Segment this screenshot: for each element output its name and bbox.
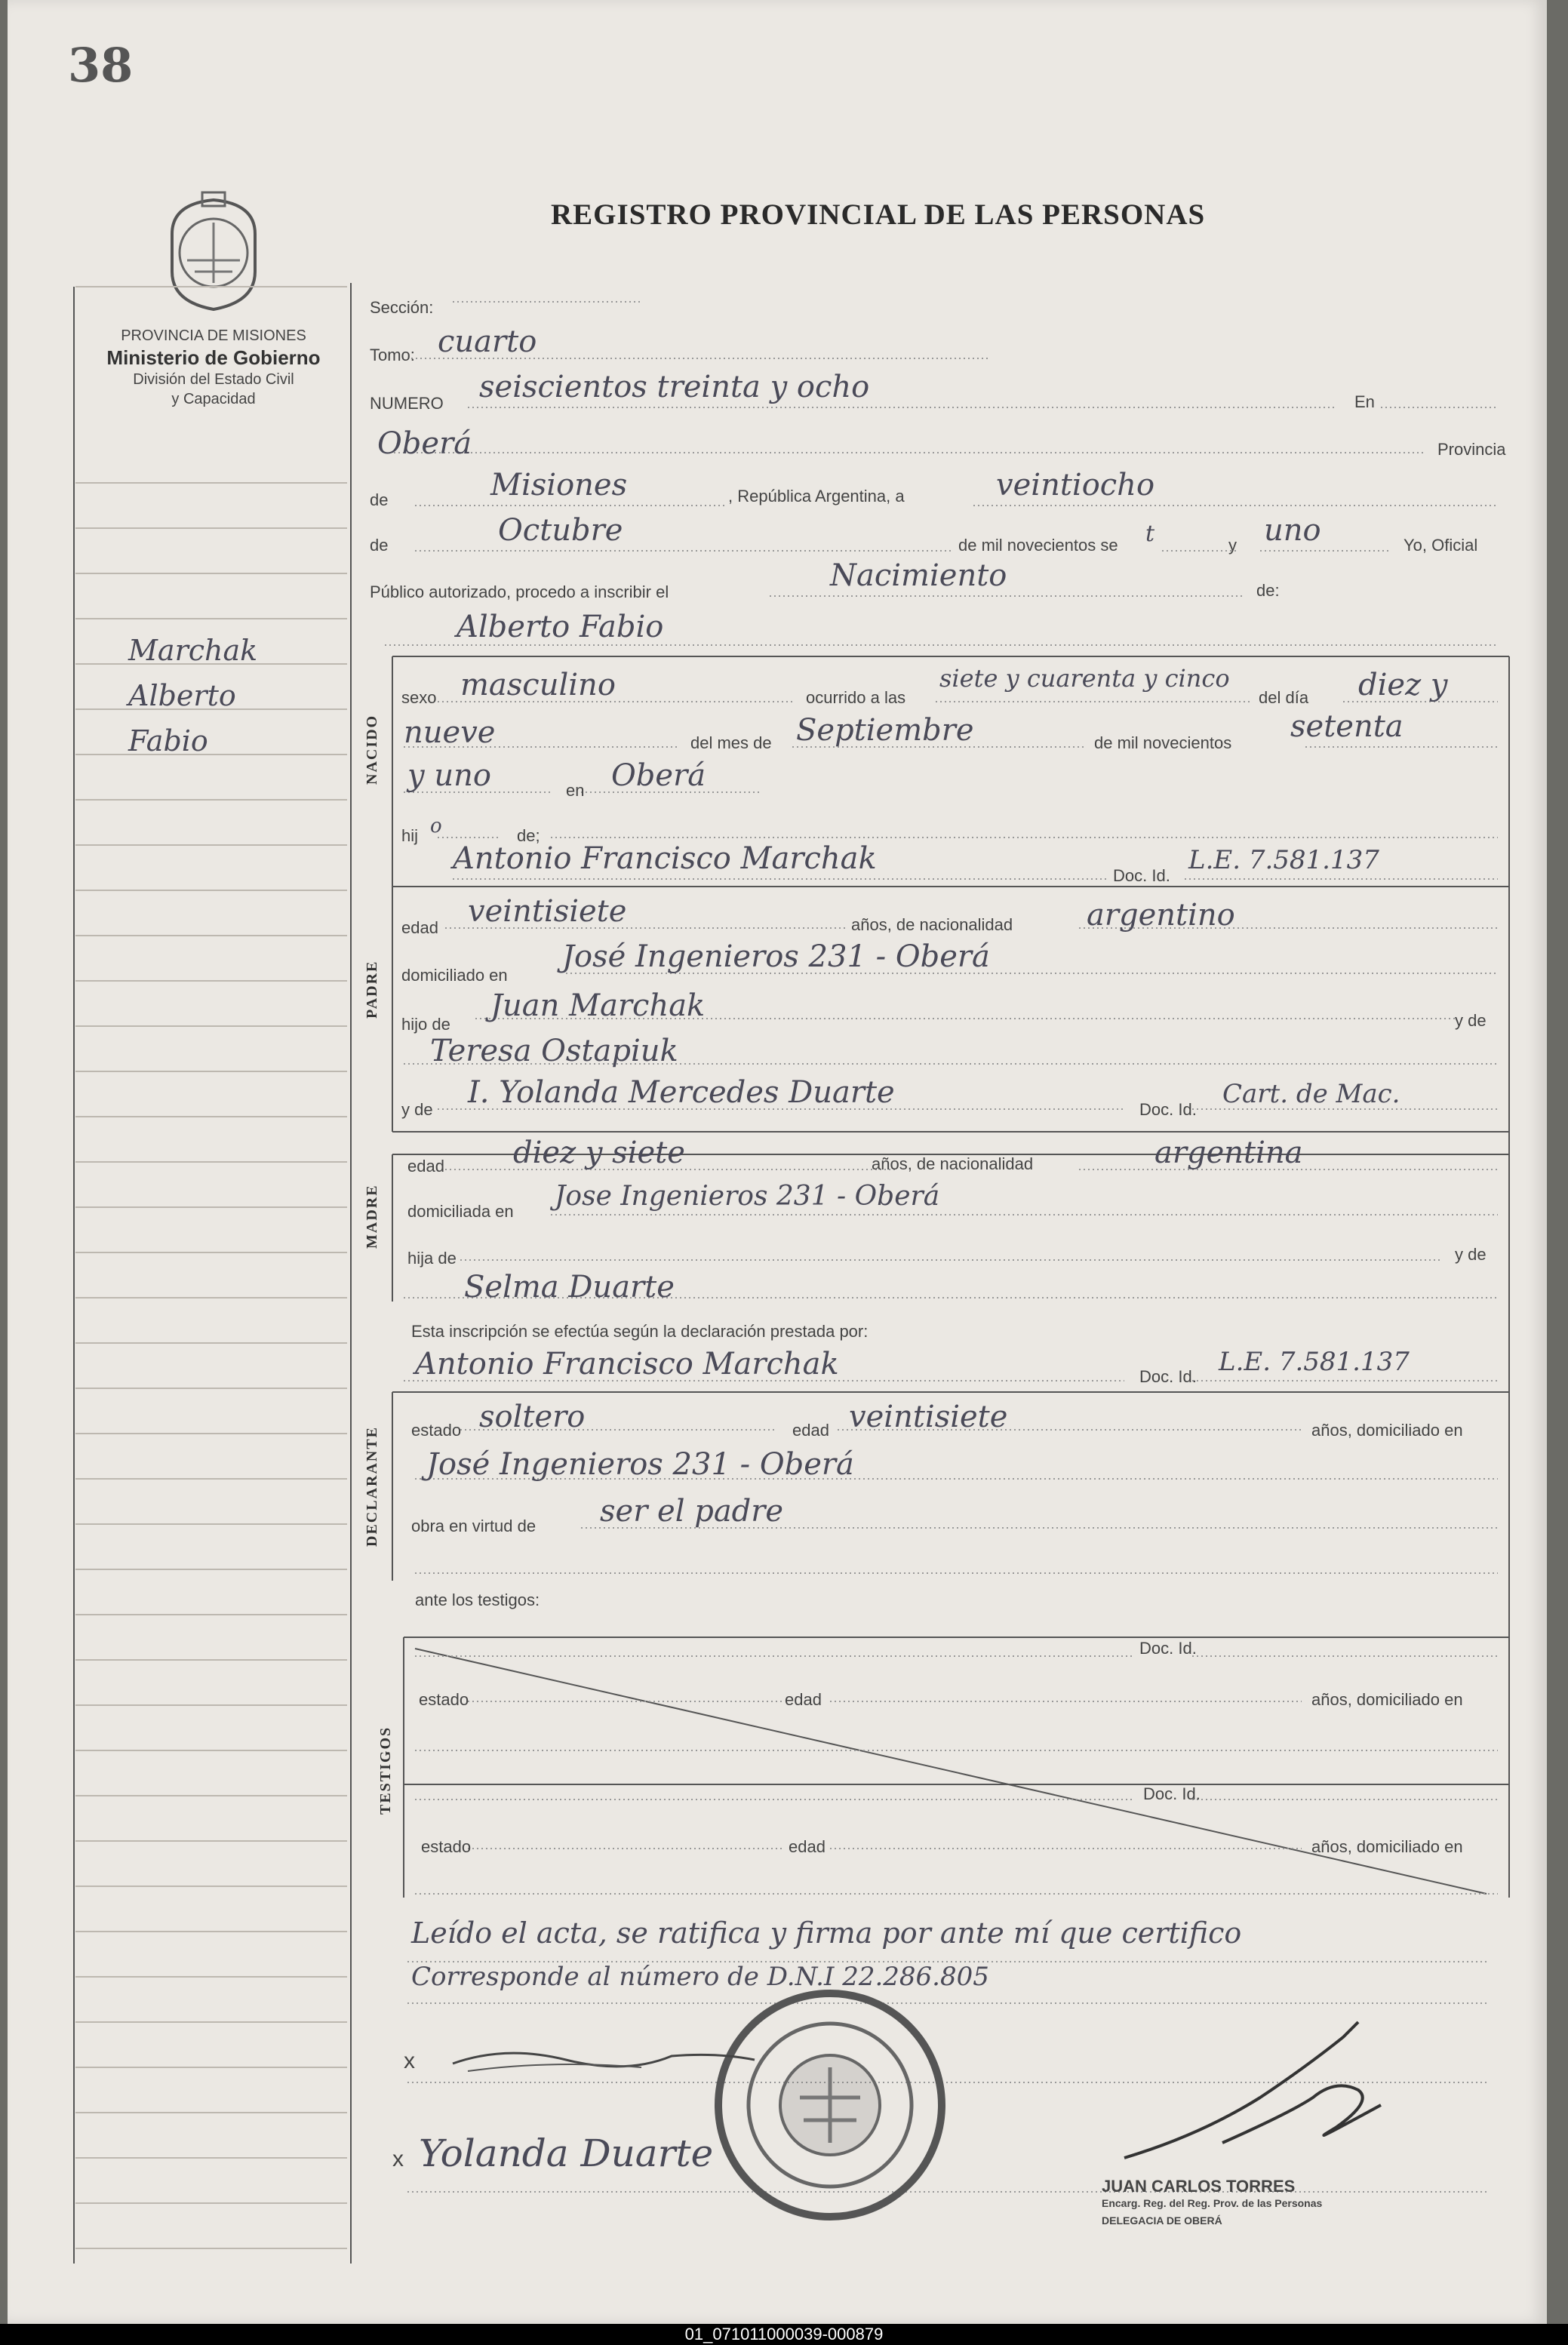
hija-de-label: hija de: [407, 1249, 457, 1268]
margin-note-name1: Alberto: [128, 679, 236, 712]
obra-label: obra en virtud de: [411, 1517, 537, 1535]
decl-estado-value: soltero: [479, 1400, 586, 1434]
seccion-label: Sección:: [370, 298, 434, 317]
official-signature-icon: [1109, 2007, 1426, 2181]
fecha-dia-value: veintiocho: [996, 468, 1155, 502]
anos-nac-label-madre: años, de nacionalidad: [872, 1154, 1034, 1173]
edad-label-t1: edad: [785, 1690, 822, 1709]
official-stamp-icon: [709, 1984, 951, 2226]
ocurrido-label: ocurrido a las: [806, 688, 906, 707]
yo-oficial-label: Yo, Oficial: [1404, 536, 1478, 555]
domiciliada-label: domiciliada en: [407, 1202, 514, 1221]
signature-2: Yolanda Duarte: [419, 2131, 714, 2175]
republica-label: , República Argentina, a: [728, 487, 905, 506]
decl-dom-value: José Ingenieros 231 - Oberá: [426, 1447, 854, 1482]
madre-nombre-value: I. Yolanda Mercedes Duarte: [468, 1075, 895, 1110]
edad-label-padre: edad: [401, 918, 438, 937]
doc-id-label-t1: Doc. Id.: [1139, 1639, 1197, 1658]
document-title: REGISTRO PROVINCIAL DE LAS PERSONAS: [551, 198, 1206, 231]
hora-value: siete y cuarenta y cinco: [939, 664, 1230, 693]
edad-label-decl: edad: [792, 1421, 829, 1440]
anos-dom-label-decl: años, domiciliado en: [1311, 1421, 1463, 1440]
tomo-label: Tomo:: [370, 346, 415, 364]
anio2-value: y uno: [407, 758, 491, 793]
tomo-value: cuarto: [438, 324, 537, 359]
doc-id-label-2: Doc. Id.: [1139, 1100, 1197, 1119]
padre-dom-value: José Ingenieros 231 - Oberá: [562, 939, 990, 974]
y-de2-label: y de: [401, 1100, 433, 1119]
estado-label-t1: estado: [419, 1690, 469, 1709]
y-label: y: [1228, 536, 1237, 555]
madre-madre-value: Selma Duarte: [464, 1270, 675, 1305]
doc-id-label-3: Doc. Id.: [1139, 1367, 1197, 1386]
padre-edad-value: veintisiete: [468, 894, 627, 929]
sexo-label: sexo: [401, 688, 437, 707]
doc-id-label-t2: Doc. Id.: [1143, 1784, 1201, 1803]
signature-mark-2: x: [392, 2147, 404, 2171]
mes-value: Septiembre: [796, 713, 974, 748]
official-name: JUAN CARLOS TORRES: [1102, 2177, 1296, 2196]
padre-nombre-value: Antonio Francisco Marchak: [453, 841, 877, 876]
anio-t-value: t: [1145, 521, 1155, 547]
en-label: En: [1354, 392, 1375, 411]
hij-suffix-value: o: [430, 815, 442, 838]
numero-value: seiscientos treinta y ocho: [479, 370, 870, 404]
esta-inscripcion-label: Esta inscripción se efectúa según la declaración prestada por:: [411, 1322, 869, 1341]
decl-nombre-value: Antonio Francisco Marchak: [415, 1347, 839, 1381]
lugar-value: Oberá: [611, 758, 706, 793]
publico-label: Público autorizado, procedo a inscribir el: [370, 582, 669, 601]
image-id-footer: 01_071011000039-000879: [0, 2324, 1568, 2345]
anio-value: setenta: [1290, 709, 1404, 744]
numero-label: NUMERO: [370, 394, 444, 413]
official-office: DELEGACIA DE OBERÁ: [1102, 2214, 1222, 2227]
de-label: de: [370, 490, 389, 509]
madre-section-label: MADRE: [364, 1184, 380, 1249]
doc-id-label-1: Doc. Id.: [1113, 866, 1170, 885]
de-label-2: de: [370, 536, 389, 555]
margin-note-name2: Fabio: [128, 724, 208, 758]
closing-line-2: Corresponde al número de D.N.I 22.286.805: [411, 1962, 989, 1992]
del-mes-label: del mes de: [690, 733, 772, 752]
de-mil2-label: de mil novecientos: [1094, 733, 1232, 752]
edad-label-madre: edad: [407, 1157, 444, 1176]
y-de-label-madre: y de: [1455, 1245, 1487, 1264]
fecha-mes-value: Octubre: [498, 513, 623, 548]
padre-nac-value: argentino: [1087, 898, 1235, 933]
padre-section-label: PADRE: [364, 960, 380, 1019]
nombre-value: Alberto Fabio: [457, 610, 664, 644]
dia2-value: nueve: [404, 715, 496, 750]
ministry-name: Ministerio de Gobierno: [106, 346, 321, 369]
anos-dom-label-t2: años, domiciliado en: [1311, 1837, 1463, 1856]
nacido-section-label: NACIDO: [364, 714, 380, 785]
testigos-section-label: TESTIGOS: [377, 1726, 394, 1815]
division-name: División del Estado Civil: [133, 371, 294, 388]
division-name-2: y Capacidad: [171, 391, 256, 407]
en-value: Oberá: [377, 426, 472, 461]
closing-line-1: Leído el acta, se ratifica y firma por ante mí que certifico: [411, 1916, 1242, 1950]
domiciliado-label-padre: domiciliado en: [401, 966, 508, 985]
anos-nac-label-padre: años, de nacionalidad: [851, 915, 1013, 934]
signature-1-icon: [445, 2037, 762, 2082]
padre-padre-value: Juan Marchak: [490, 988, 706, 1023]
anio-uno-value: uno: [1264, 513, 1321, 548]
del-dia-label: del día: [1259, 688, 1309, 707]
signature-mark-1: x: [404, 2048, 415, 2073]
y-de-label-padre: y de: [1455, 1011, 1487, 1030]
de-mil-label: de mil novecientos se: [958, 536, 1118, 555]
hij-label: hij: [401, 826, 419, 845]
register-page: [8, 0, 1547, 2324]
page-number: 38: [68, 38, 134, 93]
acto-value: Nacimiento: [830, 558, 1007, 593]
official-role: Encarg. Reg. del Reg. Prov. de las Personas: [1102, 2197, 1323, 2209]
decl-obra-value: ser el padre: [600, 1494, 784, 1529]
madre-dom-value: Jose Ingenieros 231 - Oberá: [555, 1181, 940, 1212]
anos-dom-label-t1: años, domiciliado en: [1311, 1690, 1463, 1709]
edad-label-t2: edad: [789, 1837, 826, 1856]
madre-nac-value: argentina: [1154, 1136, 1303, 1170]
estado-label-t2: estado: [421, 1837, 472, 1856]
padre-madre-value: Teresa Ostapiuk: [430, 1034, 678, 1068]
en2-label: en: [566, 781, 585, 800]
provincia-value: Misiones: [490, 468, 628, 502]
estado-label-decl: estado: [411, 1421, 462, 1440]
ante-testigos-label: ante los testigos:: [415, 1590, 540, 1609]
dia-value: diez y: [1358, 668, 1448, 702]
margin-note-surname: Marchak: [128, 634, 258, 667]
decl-edad-value: veintisiete: [849, 1400, 1008, 1434]
sexo-value: masculino: [460, 668, 616, 702]
hijo-de-label: hijo de: [401, 1015, 450, 1034]
padre-doc-value: L.E. 7.581.137: [1188, 845, 1379, 875]
de2-label: de:: [1256, 581, 1280, 600]
declarante-section-label: DECLARANTE: [364, 1425, 380, 1547]
province-name: PROVINCIA DE MISIONES: [121, 327, 306, 344]
madre-edad-value: diez y siete: [513, 1136, 685, 1170]
decl-doc-value: L.E. 7.581.137: [1219, 1347, 1410, 1377]
de3-label: de;: [517, 826, 540, 845]
madre-doc-value: Cart. de Mac.: [1222, 1079, 1400, 1109]
provincia-label: Provincia: [1437, 440, 1506, 459]
